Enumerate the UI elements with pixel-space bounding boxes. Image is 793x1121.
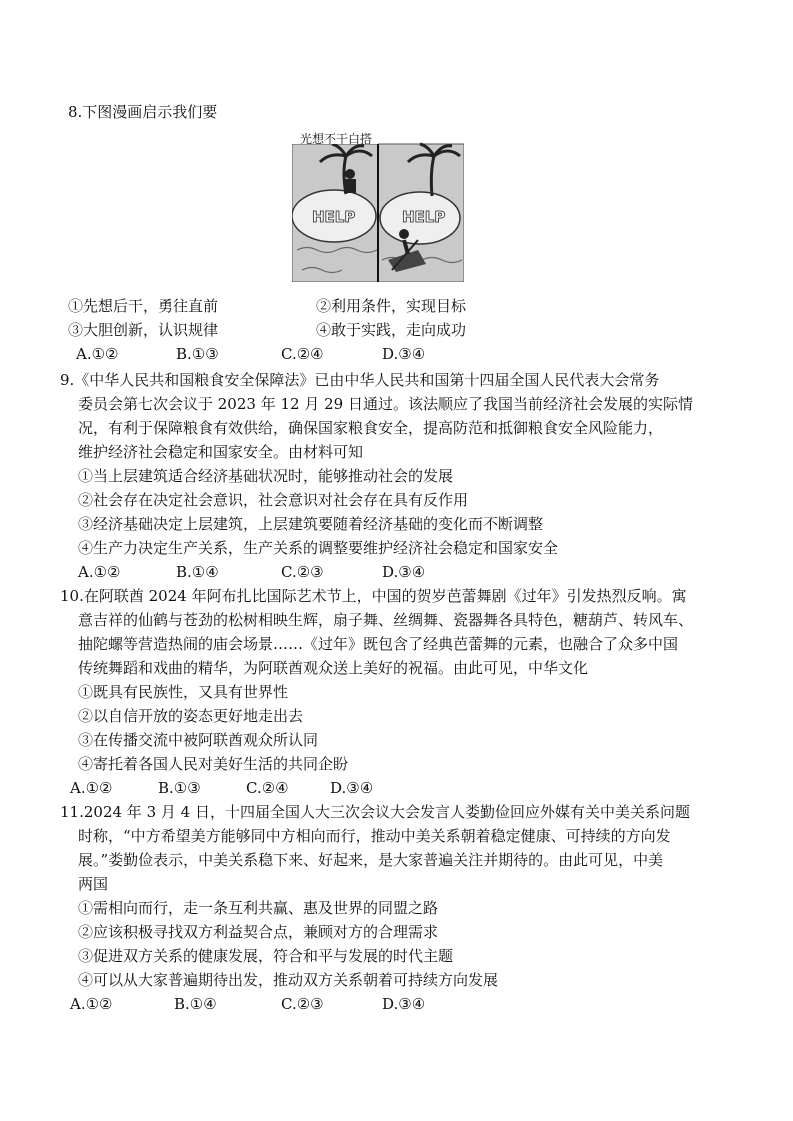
q9-option-a[interactable]: A.①② [78, 563, 121, 581]
q10-option-d[interactable]: D.③④ [330, 779, 374, 797]
q9-stem-line-3: 况，有利于保障粮食有效供给，确保国家粮食安全，提高防范和抵御粮食安全风险能力， [78, 419, 664, 437]
q11-stem-line-4: 两国 [78, 875, 109, 893]
q11-stem-line-2: 时称，“中方希望美方能够同中方相向而行，推动中美关系朝着稳定健康、可持续的方向发 [78, 827, 671, 845]
q10-option-a[interactable]: A.①② [70, 779, 113, 797]
q11-option-b[interactable]: B.①④ [174, 995, 217, 1013]
q11-option-c[interactable]: C.②③ [281, 995, 324, 1013]
q10-statement-1: ①既具有民族性，又具有世界性 [78, 683, 289, 701]
q9-option-b[interactable]: B.①④ [176, 563, 219, 581]
q8-option-d[interactable]: D.③④ [382, 345, 426, 363]
q10-stem-line-2: 意吉祥的仙鹤与苍劲的松树相映生辉，扇子舞、丝绸舞、瓷器舞各具特色，糖葫芦、转风车、 [78, 611, 694, 629]
q11-stem-line-1: 11.2024 年 3 月 4 日，十四届全国人大三次会议大会发言人娄勤俭回应外媒有关中美关系问题 [60, 803, 690, 821]
q9-option-d[interactable]: D.③④ [382, 563, 426, 581]
q9-stem-line-2: 委员会第七次会议于 2023 年 12 月 29 日通过。该法顺应了我国当前经济社会发展的实际情 [78, 395, 693, 413]
q9-statement-3: ③经济基础决定上层建筑，上层建筑要随着经济基础的变化而不断调整 [78, 515, 544, 533]
q11-statement-1: ①需相向而行，走一条互利共赢、惠及世界的同盟之路 [78, 899, 439, 917]
q8-stem: 8.下图漫画启示我们要 [68, 103, 218, 121]
q10-options [70, 778, 373, 798]
q9-stem-line-1: 9.《中华人民共和国粮食安全保障法》已由中华人民共和国第十四届全国人民代表大会常务 [60, 371, 660, 389]
q10-option-c[interactable]: C.②④ [246, 779, 289, 797]
q8-option-c[interactable]: C.②④ [281, 345, 324, 363]
cartoon-illustration [292, 130, 464, 282]
q11-options [70, 994, 425, 1014]
q8-statement-3: ③大胆创新，认识规律 [68, 321, 219, 339]
q11-option-d[interactable]: D.③④ [382, 995, 426, 1013]
q10-statement-4: ④寄托着各国人民对美好生活的共同企盼 [78, 755, 349, 773]
q10-statement-3: ③在传播交流中被阿联酋观众所认同 [78, 731, 319, 749]
q10-statement-2: ②以自信开放的姿态更好地走出去 [78, 707, 304, 725]
q11-stem-line-3: 展。”娄勤俭表示，中美关系稳下来、好起来，是大家普遍关注并期待的。由此可见，中美 [78, 851, 664, 869]
q8-statement-1: ①先想后干，勇往直前 [68, 297, 219, 315]
q9-option-c[interactable]: C.②③ [281, 563, 324, 581]
q8-statement-4: ④敢于实践，走向成功 [316, 321, 467, 339]
q8-option-b[interactable]: B.①③ [176, 345, 219, 363]
q10-stem-line-1: 10.在阿联酋 2024 年阿布扎比国际艺术节上，中国的贺岁芭蕾舞剧《过年》引发热烈反响。寓 [60, 587, 687, 605]
q9-statement-1: ①当上层建筑适合经济基础状况时，能够推动社会的发展 [78, 467, 454, 485]
q11-statement-4: ④可以从大家普遍期待出发，推动双方关系朝着可持续方向发展 [78, 971, 499, 989]
q11-statement-3: ③促进双方关系的健康发展，符合和平与发展的时代主题 [78, 947, 454, 965]
q9-statement-4: ④生产力决定生产关系，生产关系的调整要维护经济社会稳定和国家安全 [78, 539, 559, 557]
right-help-text: HELP [402, 208, 446, 226]
q8-cartoon [292, 130, 464, 282]
q8-statement-2: ②利用条件，实现目标 [316, 297, 467, 315]
left-help-text: HELP [312, 208, 356, 226]
q10-stem-line-3: 抽陀螺等营造热闹的庙会场景……《过年》既包含了经典芭蕾舞的元素，也融合了众多中国 [78, 635, 679, 653]
q8-options [76, 344, 425, 364]
cartoon-caption: 光想不干白搭 [300, 132, 373, 146]
q9-stem-line-4: 维护经济社会稳定和国家安全。由材料可知 [78, 443, 364, 461]
q11-statement-2: ②应该积极寻找双方利益契合点，兼顾对方的合理需求 [78, 923, 439, 941]
q9-statement-2: ②社会存在决定社会意识，社会意识对社会存在具有反作用 [78, 491, 469, 509]
q9-options [78, 562, 425, 582]
q10-option-b[interactable]: B.①③ [158, 779, 201, 797]
q8-option-a[interactable]: A.①② [76, 345, 119, 363]
q10-stem-line-4: 传统舞蹈和戏曲的精华，为阿联酋观众送上美好的祝福。由此可见，中华文化 [78, 659, 589, 677]
q11-option-a[interactable]: A.①② [70, 995, 113, 1013]
